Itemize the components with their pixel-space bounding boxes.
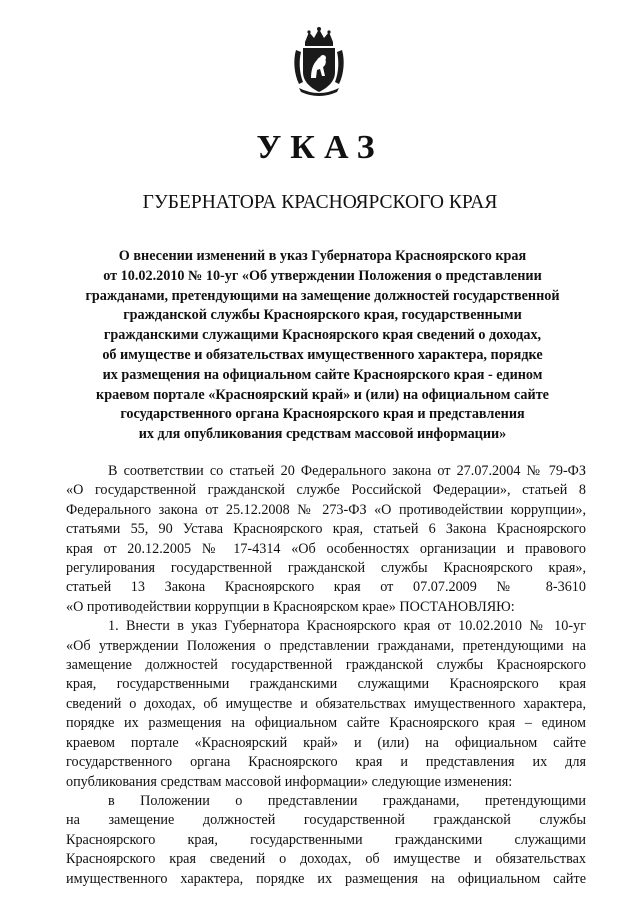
body-line: замещение должностей государственной гражданской службы Красноярского (66, 657, 586, 674)
heading-line: гражданскими служащими Красноярского края сведений о доходах, (103, 327, 542, 344)
heading-line: гражданами, претендующими на замещение должностей государственной (85, 287, 560, 304)
body-line: на замещение должностей государственной гражданской службы (66, 812, 586, 829)
body-line: опубликования средствам массовой информации» следующие изменения: (66, 773, 513, 790)
body-line: статьей 13 Закона Красноярского края от 07.07.2009 № 8-3610 (66, 579, 586, 596)
coat-of-arms-icon (293, 26, 345, 96)
body-line: «О противодействии коррупции в Красноярском крае» ПОСТАНОВЛЯЮ: (66, 598, 515, 615)
heading-line: краевом портале «Красноярский край» и (или) на официальном сайте (96, 386, 549, 403)
body-line: В соответствии со статьей 20 Федерального закона от 27.07.2004 № 79-ФЗ (108, 463, 586, 479)
body-line: Федерального закона от 25.12.2008 № 273-ФЗ «О противодействии коррупции», (66, 501, 586, 518)
body-line: края, государственными гражданскими служащими Красноярского края (66, 676, 586, 693)
body-line: Красноярского края, государственными гражданскими служащими (66, 831, 586, 848)
heading-line: об имуществе и обязательствах имущественного характера, порядке (102, 346, 543, 363)
decree-heading (60, 247, 585, 445)
body-line: порядке их размещения на официальном сайте Красноярского края – едином (66, 715, 586, 732)
body-line: государственного органа Красноярского края и представления их для (66, 754, 586, 771)
heading-line: их размещения на официальном сайте Красноярского края - едином (102, 366, 543, 383)
body-line: «Об утверждении Положения о представлении гражданами, претендующими на (66, 637, 586, 654)
decree-issuer: ГУБЕРНАТОРА КРАСНОЯРСКОГО КРАЯ (142, 192, 498, 213)
body-line: Красноярского края сведений о доходах, об имуществе и обязательствах (66, 851, 586, 868)
heading-line: гражданской службы Красноярского края, государственными (123, 307, 522, 324)
decree-body (66, 462, 586, 889)
decree-title: УКАЗ (256, 129, 384, 166)
body-line: в Положении о представлении гражданами, претендующими (108, 792, 586, 809)
body-line: статьями 55, 90 Устава Красноярского края, статьей 6 Закона Красноярского (66, 521, 586, 538)
body-line: 1. Внести в указ Губернатора Красноярского края от 10.02.2010 № 10-уг (108, 618, 586, 635)
body-line: края от 20.12.2005 № 17-4314 «Об особенностях организации и правового (66, 540, 586, 557)
body-line: имущественного характера, порядке их размещения на официальном сайте (66, 870, 586, 887)
heading-line: от 10.02.2010 № 10-уг «Об утверждении Положения о представлении (103, 267, 542, 284)
body-line: регулирования государственной гражданской службы Красноярского края», (66, 560, 586, 577)
heading-line: их для опубликования средствам массовой информации» (138, 426, 507, 443)
heading-line: государственного органа Красноярского края и представления (120, 406, 525, 423)
body-line: краевом портале «Красноярский край» и (или) на официальном сайте (66, 734, 586, 751)
heading-line: О внесении изменений в указ Губернатора Красноярского края (118, 248, 527, 264)
body-line: «О государственной гражданской службе Российской Федерации», статьей 8 (66, 482, 586, 499)
body-line: сведений о доходах, об имуществе и обязательствах имущественного характера, (66, 695, 586, 712)
